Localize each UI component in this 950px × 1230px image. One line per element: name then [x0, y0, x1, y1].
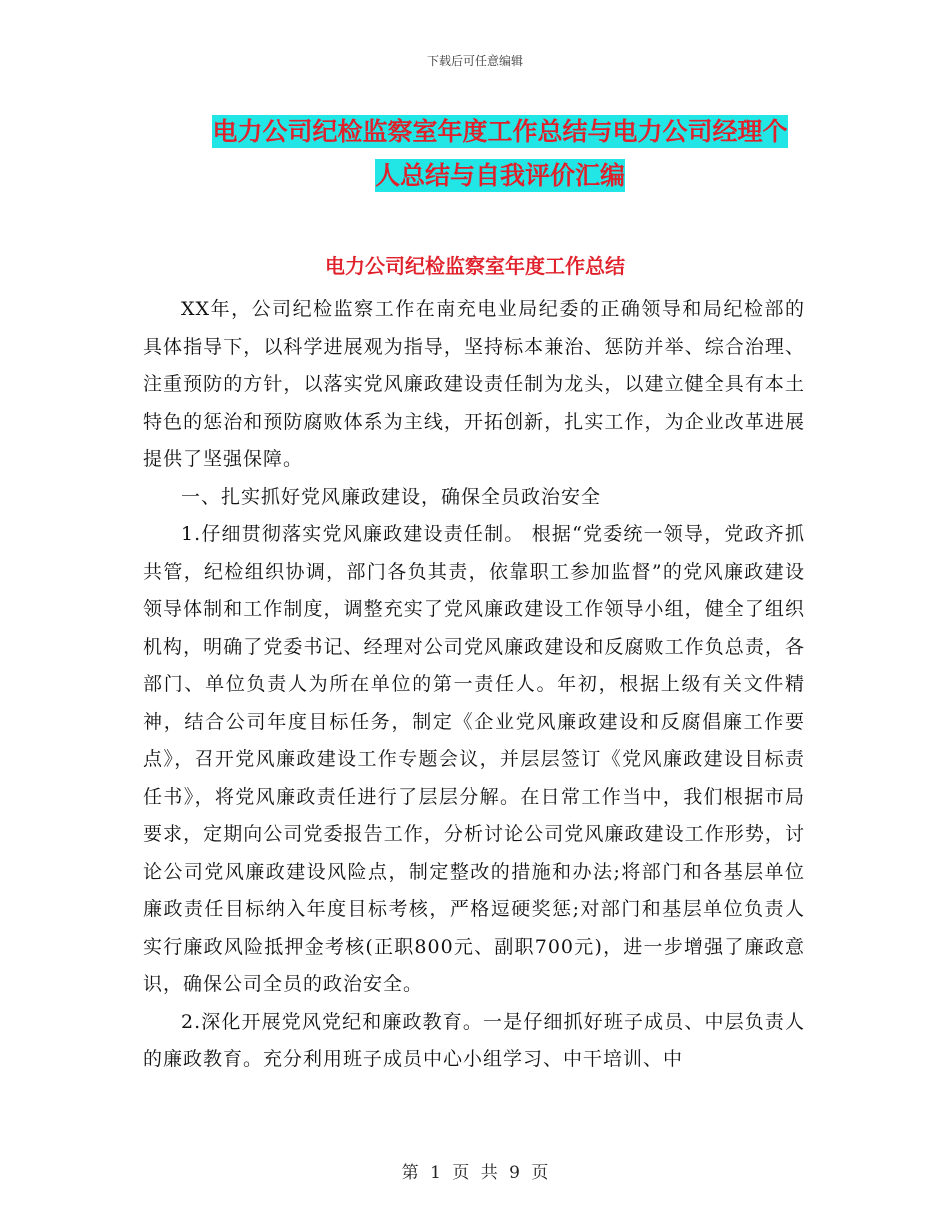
paragraph-heading: 一、扎实抓好党风廉政建设，确保全员政治安全 — [181, 485, 602, 508]
header-note: 下载后可任意编辑 — [426, 54, 523, 68]
document-title-line-2: 人总结与自我评价汇编 — [374, 161, 625, 190]
body-text — [143, 291, 805, 1079]
section-title: 电力公司纪检监察室年度工作总结 — [325, 254, 625, 278]
paragraph: 2.深化开展党风党纪和廉政教育。一是仔细抓好班子成员、中层负责人的廉政教育。充分利用班子成员中心小组学习、中干培训、中 — [143, 1010, 805, 1070]
document-title-line-1: 电力公司纪检监察室年度工作总结与电力公司经理个 — [212, 117, 788, 146]
paragraph: XX年，公司纪检监察工作在南充电业局纪委的正确领导和局纪检部的具体指导下，以科学进展观为指导，坚持标本兼治、惩防并举、综合治理、注重预防的方针，以落实党风廉政建设责任制为龙头，以建立健全具有本土特色的惩治和预防腐败体系为主线，开拓创新，扎实工作，为企业改革进展提供了坚强保障。 — [143, 298, 805, 470]
document-title — [180, 110, 820, 198]
paragraph: 1.仔细贯彻落实党风廉政建设责任制。 根据“党委统一领导，党政齐抓共管，纪检组织协调，部门各负其责，依靠职工参加监督”的党风廉政建设领导体制和工作制度，调整充实了党风廉政建设工作领导小组，健全了组织机构，明确了党委书记、经理对公司党风廉政建设和反腐败工作负总责，各部门、单位负责人为所在单位的第一责任人。年初，根据上级有关文件精神，结合公司年度目标任务，制定《企业党风廉政建设和反腐倡廉工作要点》，召开党风廉政建设工作专题会议，并层层签订《党风廉政建设目标责任书》，将党风廉政责任进行了层层分解。在日常工作当中，我们根据市局要求，定期向公司党委报告工作，分析讨论公司党风廉政建设工作形势，讨论公司党风廉政建设风险点，制定整改的措施和办法;将部门和各基层单位廉政责任目标纳入年度目标考核，严格逗硬奖惩;对部门和基层单位负责人实行廉政风险抵押金考核(正职800元、副职700元)，进一步增强了廉政意识，确保公司全员的政治安全。 — [143, 523, 805, 995]
page-footer: 第 1 页 共 9 页 — [401, 1163, 549, 1183]
